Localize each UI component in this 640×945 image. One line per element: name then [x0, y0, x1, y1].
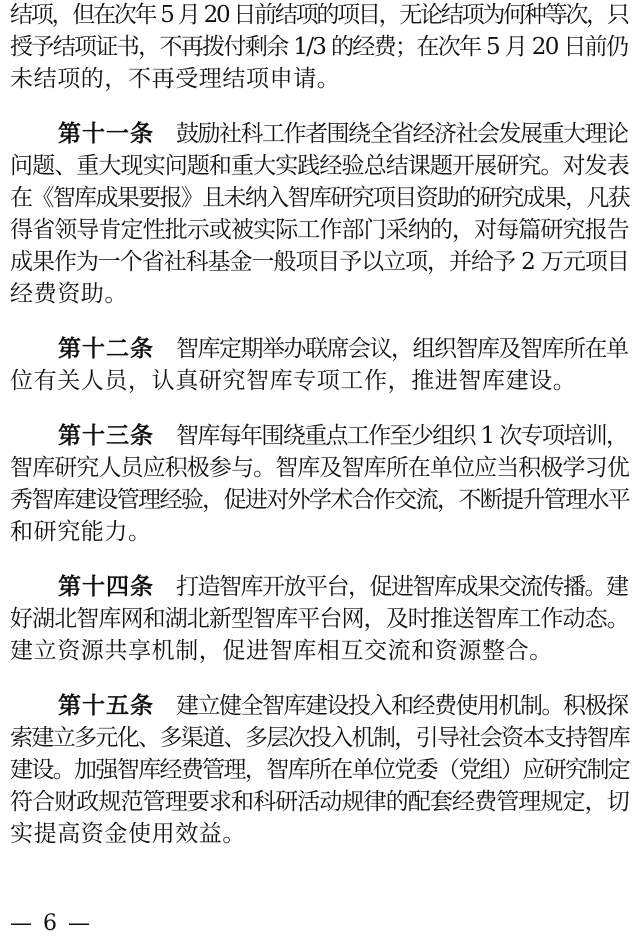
- article-heading: 第十二条: [58, 336, 154, 362]
- body-line: [10, 723, 629, 753]
- article-heading: 第十三条: [58, 423, 154, 449]
- line-text: 好湖北智库网和湖北新型智库平台网，及时推送智库工作动态。: [10, 606, 629, 632]
- body-line: [10, 64, 340, 94]
- line-text: 秀智库建设管理经验，促进对外学术合作交流，不断提升管理水平: [10, 487, 630, 513]
- line-text: 授予结项证书，不再拨付剩余 1/3 的经费；在次年 5 月 20 日前仍: [10, 34, 628, 60]
- line-text: 建立资源共享机制，促进智库相互交流和资源整合。: [10, 638, 553, 664]
- line-text: 结项，但在次年 5 月 20 日前结项的项目，无论结项为何种等次，只: [10, 2, 628, 28]
- body-line: [10, 32, 627, 62]
- body-line: [10, 517, 152, 547]
- line-text: 智库研究人员应积极参与。智库及智库所在单位应当积极学习优: [10, 455, 629, 481]
- line-text: 得省领导肯定性批示或被实际工作部门采纳的，对每篇研究报告: [10, 217, 629, 243]
- line-text: 在《智库成果要报》且未纳入智库研究项目资助的研究成果，凡获: [10, 185, 630, 211]
- article-first-line: [58, 572, 628, 602]
- body-line: [10, 0, 628, 30]
- body-line: [10, 151, 629, 181]
- line-text: 鼓励社科工作者围绕全省经济社会发展重大理论: [176, 121, 628, 147]
- article-heading: 第十一条: [58, 121, 154, 147]
- page-number: — 6 —: [10, 911, 92, 936]
- article-first-line: [58, 334, 628, 364]
- line-text: 未结项的，不再受理结项申请。: [10, 66, 341, 92]
- line-text: 智库每年围绕重点工作至少组织 1 次专项培训，: [176, 423, 628, 449]
- line-text: 建立健全智库建设投入和经费使用机制。积极探: [176, 693, 628, 719]
- line-text: 经费资助。: [10, 281, 128, 307]
- line-text: 实提高资金使用效益。: [10, 821, 246, 847]
- body-line: [10, 636, 553, 666]
- body-line: [10, 755, 629, 785]
- body-line: [10, 604, 629, 634]
- line-text: 和研究能力。: [10, 519, 152, 545]
- body-line: [10, 366, 576, 396]
- body-line: [10, 279, 128, 309]
- article-first-line: [58, 421, 627, 451]
- line-text: 位有关人员，认真研究智库专项工作，推进智库建设。: [10, 368, 577, 394]
- line-text: 成果作为一个省社科基金一般项目予以立项，并给予 2 万元项目: [10, 249, 629, 275]
- body-line: [10, 215, 629, 245]
- body-line: [10, 247, 629, 277]
- body-line: [10, 183, 629, 213]
- article-first-line: [58, 119, 628, 149]
- article-first-line: [58, 691, 628, 721]
- body-line: [10, 819, 246, 849]
- line-text: 建设。加强智库经费管理，智库所在单位党委（党组）应研究制定: [10, 757, 630, 783]
- line-text: 索建立多元化、多渠道、多层次投入机制，引导社会资本支持智库: [10, 725, 630, 751]
- body-line: [10, 485, 629, 515]
- body-line: [10, 453, 629, 483]
- article-heading: 第十四条: [58, 574, 154, 600]
- body-line: [10, 787, 629, 817]
- article-heading: 第十五条: [58, 693, 154, 719]
- line-text: 问题、重大现实问题和重大实践经验总结课题开展研究。对发表: [10, 153, 629, 179]
- line-text: 智库定期举办联席会议，组织智库及智库所在单: [176, 336, 628, 362]
- line-text: 打造智库开放平台，促进智库成果交流传播。建: [176, 574, 628, 600]
- line-text: 符合财政规范管理要求和科研活动规律的配套经费管理规定，切: [10, 789, 629, 815]
